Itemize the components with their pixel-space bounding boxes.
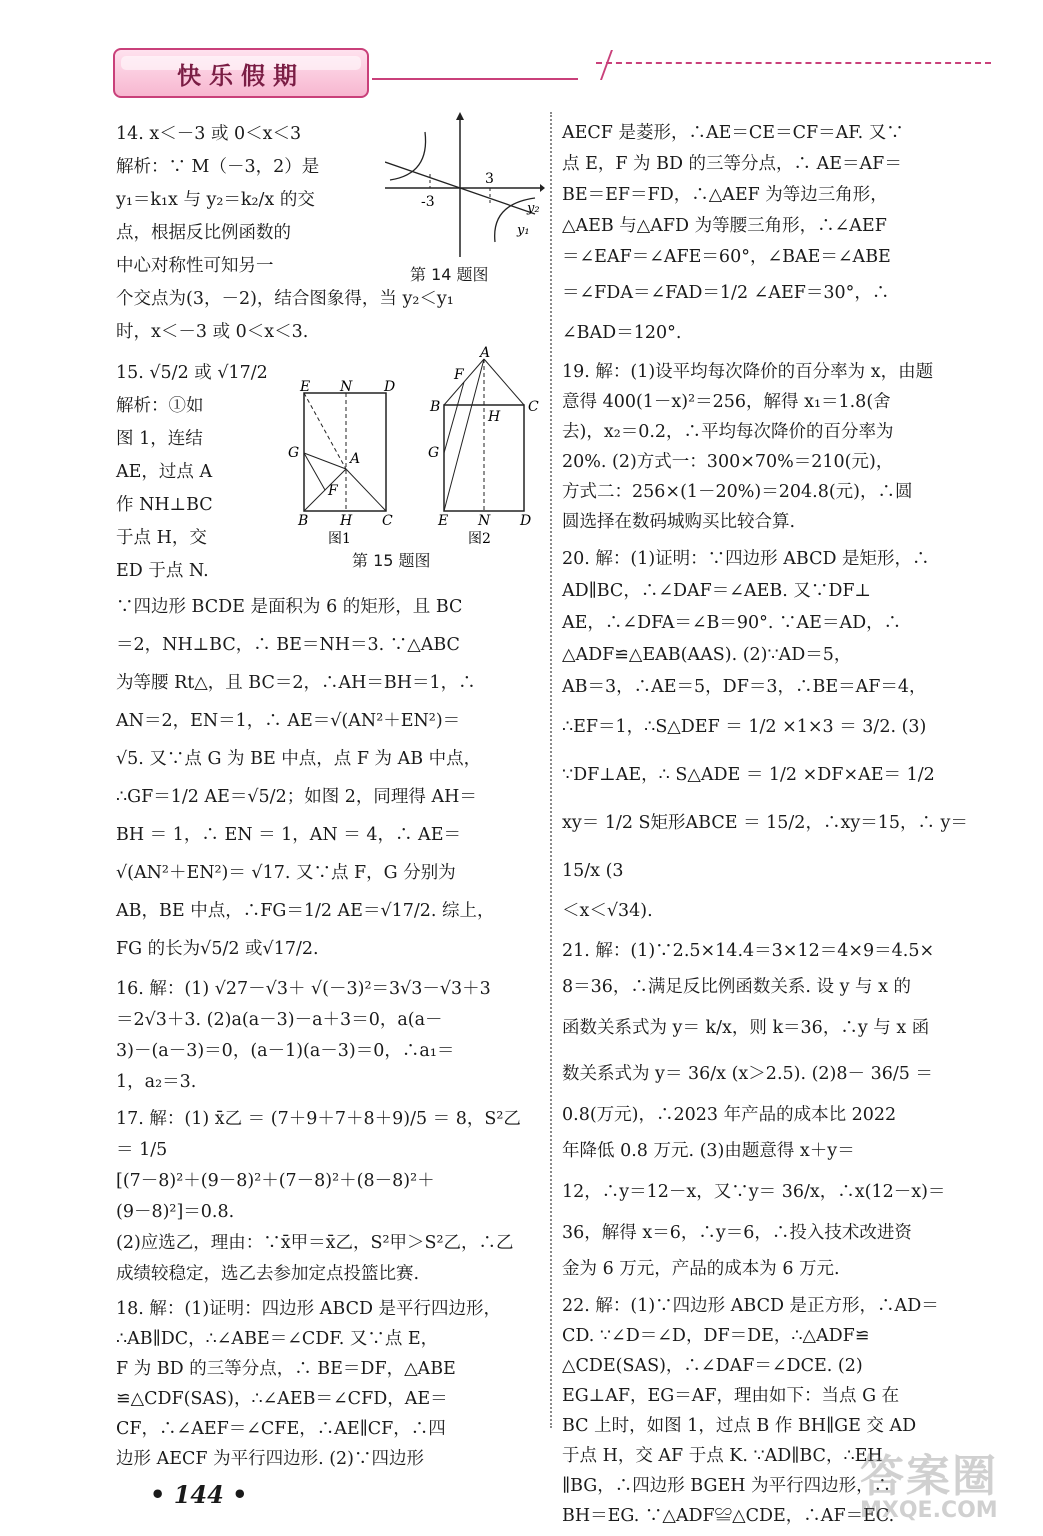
q22-line: EG⊥AF，EG＝AF，理由如下：当点 G 在 [562,1386,900,1406]
q21-line: 21. 解：(1)∵2.5×14.4＝3×12＝4×9＝4.5× [562,941,935,961]
q20-block [562,543,982,927]
q19-line: 方式二：256×(1－20%)＝204.8(元)，∴圆 [562,482,913,502]
fig15-label: H [340,513,353,529]
q18-line: ＝∠EAF＝∠AFE＝60°，∠BAE＝∠ABE [562,247,891,267]
q21-line: 12，∴y＝12－x，又∵y＝ 36/x，∴x(12－x)＝ [562,1182,946,1202]
q15-line: BH ＝ 1，∴ EN ＝ 1，AN ＝ 4，∴ AE＝ [116,825,461,845]
q17-line: 17. 解：(1) x̄乙 ＝ (7＋9＋7＋8＋9)/5 ＝ 8，S²乙 ＝ 1/5 [116,1109,521,1160]
header-rule [372,78,578,80]
q15-line: 作 NH⊥BC [116,495,213,515]
q19-line: 意得 400(1－x)²＝256，解得 x₁＝1.8(舍 [562,392,891,412]
right-column [562,118,982,1531]
q16-line: ＝2√3＋3. (2)a(a－3)－a＋3＝0，a(a－ [116,1010,443,1030]
q15-line: 解析：①如 [116,396,204,416]
q16-line: 3)－(a－3)＝0，(a－1)(a－3)＝0，∴a₁＝ [116,1041,455,1061]
q18-line: AECF 是菱形，∴AE＝CE＝CF＝AF. 又∵ [562,123,904,143]
q15-line: √5. 又∵点 G 为 BE 中点，点 F 为 AB 中点， [116,749,482,769]
fig15-label: A [350,451,361,467]
fig14-label: y₁ [517,223,530,238]
fig15-sub1: 图1 [328,531,351,545]
header-badge [113,48,369,98]
fig15-label: D [520,513,532,529]
q22-line: CD. ∵∠D＝∠D，DF＝DE，∴△ADF≌ [562,1326,870,1346]
q15-line: ED 于点 N. [116,561,209,581]
q15-line: AB，BE 中点，∴FG＝1/2 AE＝√17/2. 综上， [116,901,495,921]
q20-line: ∴EF＝1，∴S△DEF ＝ 1/2 ×1×3 ＝ 3/2. (3) [562,717,927,737]
page-number: • 144 • [150,1480,248,1509]
q16-line: 1，a₂＝3. [116,1072,197,1092]
q15-line: 于点 H，交 [116,528,207,548]
fig14-label: -3 [421,194,435,210]
q20-line: ∵DF⊥AE，∴ S△ADE ＝ 1/2 ×DF×AE＝ 1/2 [562,765,935,785]
fig15-sub2: 图2 [468,531,491,545]
q17-line: (9－8)²]＝0.8. [116,1202,235,1222]
q14-answer: 14. x＜－3 或 0＜x＜3 [116,124,302,144]
q14-analysis [116,151,366,283]
q18-continued [562,118,982,353]
q19-block [562,357,982,537]
q21-line: 0.8(万元)，∴2023 年产品的成本比 2022 [562,1105,897,1125]
watermark [860,1440,1030,1523]
q16-block [116,974,540,1098]
q20-line: 20. 解：(1)证明：∵四边形 ABCD 是矩形，∴ [562,549,930,569]
q14-line: 时，x＜－3 或 0＜x＜3. [116,322,309,342]
fig15-label: E [300,379,311,395]
q21-block [562,933,982,1287]
q15-line: 为等腰 Rt△，且 BC＝2，∴AH＝BH＝1，∴ [116,673,476,693]
q14-line: 点，根据反比例函数的 [116,223,291,243]
q21-line: 函数关系式为 y＝ k/x，则 k＝36，∴y 与 x 函 [562,1018,930,1038]
q22-line: ∥BG，∴四边形 BGEH 为平行四边形，∴ [562,1476,892,1496]
q17-line: [(7－8)²＋(9－8)²＋(7－8)²＋(8－8)²＋ [116,1171,435,1191]
figure-14 [385,112,545,266]
q21-line: 年降低 0.8 万元. (3)由题意得 x＋y＝ [562,1141,855,1161]
q22-line: BC 上时，如图 1，过点 B 作 BH∥GE 交 AD [562,1416,917,1436]
fig15-label: G [288,445,300,461]
q15-line: 图 1，连结 [116,429,203,449]
q18-line: ＝∠FDA＝∠FAD＝1/2 ∠AEF＝30°，∴ [562,283,890,303]
q15-line: FG 的长为√5/2 或√17/2. [116,939,319,959]
q18-line: 18. 解：(1)证明：四边形 ABCD 是平行四边形， [116,1299,502,1319]
q14-line: 中心对称性可知另一 [116,256,274,276]
q20-line: AD∥BC，∴∠DAF＝∠AEB. 又∵DF⊥ [562,581,871,601]
fig15-label: H [488,409,501,425]
q21-line: 数关系式为 y＝ 36/x (x＞2.5). (2)8－ 36/5 ＝ [562,1064,933,1084]
q15-line: ＝2，NH⊥BC，∴ BE＝NH＝3. ∵△ABC [116,635,460,655]
q15-analysis [116,588,540,968]
q21-line: 金为 6 万元，产品的成本为 6 万元. [562,1259,840,1279]
q18-line: △AEB 与△AFD 为等腰三角形，∴∠AEF [562,216,887,236]
fig14-label: y₂ [527,201,540,216]
q19-line: 19. 解：(1)设平均每次降价的百分率为 x，由题 [562,362,934,382]
header-slant [570,50,613,80]
q18-block [116,1294,540,1474]
q17-line: (2)应选乙，理由：∵x̄甲＝x̄乙，S²甲＞S²乙，∴乙 [116,1233,514,1253]
fig15-label: A [480,345,491,361]
fig15-label: B [298,513,309,529]
q20-line: xy＝ 1/2 S矩形ABCE ＝ 15/2，∴xy＝15，∴ y＝ 15/x (3 [562,813,968,881]
watermark-logo: 答案圈 [860,1451,998,1502]
q22-line: BH＝EG. ∵△ADF≌△CDE，∴AF＝EC. [562,1506,895,1526]
header-dashes [596,62,991,64]
q15-answer: 15. √5/2 或 √17/2 [116,363,268,383]
q18-line: 点 E，F 为 BD 的三等分点，∴ AE＝AF＝ [562,154,902,174]
q18-line: ∠BAD＝120°. [562,323,682,343]
q18-line: ≌△CDF(SAS)，∴∠AEB＝∠CFD，AE＝ [116,1389,448,1409]
figure-15 [282,345,552,549]
q16-line: 16. 解：(1) √27－√3＋ √(－3)²＝3√3－√3＋3 [116,979,491,999]
q20-line: AB＝3，∴AE＝5，DF＝3，∴BE＝AF＝4， [562,677,927,697]
fig15-caption: 第 15 题图 [352,551,431,570]
q14-line: y₁＝k₁x 与 y₂＝k₂/x 的交 [116,190,315,210]
q21-line: 36，解得 x＝6，∴y＝6，∴投入技术改进资 [562,1223,912,1243]
q20-line: ＜x＜√34). [562,901,653,921]
q17-line: 成绩较稳定，选乙去参加定点投篮比赛. [116,1264,420,1284]
fig14-caption: 第 14 题图 [410,265,489,284]
fig15-label: F [328,483,338,499]
watermark-url: MXQE.COM [860,1498,998,1523]
q21-line: 8＝36，∴满足反比例函数关系. 设 y 与 x 的 [562,977,912,997]
q18-line: F 为 BD 的三等分点，∴ BE＝DF，△ABE [116,1359,456,1379]
q15-line: √(AN²＋EN²)＝ √17. 又∵点 F，G 分别为 [116,863,456,883]
fig15-label: N [478,513,491,529]
q14-line: 个交点为(3，－2)，结合图象得，当 y₂＜y₁ [116,289,454,309]
q17-block [116,1104,540,1290]
fig15-label: N [340,379,353,395]
q22-line: △CDE(SAS)，∴∠DAF＝∠DCE. (2) [562,1356,863,1376]
q19-line: 圆选择在数码城购买比较合算. [562,512,796,532]
q18-line: CF，∴∠AEF＝∠CFE，∴AE∥CF，∴四 [116,1419,446,1439]
q19-line: 去)，x₂＝0.2，∴平均每次降价的百分率为 [562,422,894,442]
q14-line: 解析：∵ M（－3，2）是 [116,157,320,177]
fig15-label: E [438,513,449,529]
fig15-label: D [384,379,396,395]
fig14-label: 3 [485,171,494,187]
q22-line: 于点 H，交 AF 于点 K. ∵AD∥BC，∴EH [562,1446,883,1466]
left-column [116,118,540,1474]
q15-analysis-short [116,390,276,588]
q15-line: AE，过点 A [116,462,213,482]
q15-line: ∴GF＝1/2 AE＝√5/2；如图 2，同理得 AH＝ [116,787,477,807]
q20-line: △ADF≌△EAB(AAS). (2)∵AD＝5， [562,645,852,665]
q22-line: 22. 解：(1)∵四边形 ABCD 是正方形，∴AD＝ [562,1296,939,1316]
q18-line: 边形 AECF 为平行四边形. (2)∵四边形 [116,1449,424,1469]
column-divider [550,112,552,1428]
q20-line: AE，∴∠DFA＝∠B＝90°. ∵AE＝AD，∴ [562,613,902,633]
q15-line: ∵四边形 BCDE 是面积为 6 的矩形，且 BC [116,597,463,617]
fig15-label: C [382,513,393,529]
q18-line: BE＝EF＝FD，∴△AEF 为等边三角形， [562,185,888,205]
q15-line: AN＝2，EN＝1，∴ AE＝√(AN²＋EN²)＝ [116,711,461,731]
header-title: 快乐假期 [177,62,305,90]
fig15-label: B [430,399,441,415]
fig15-label: G [428,445,440,461]
q18-line: ∴AB∥DC，∴∠ABE＝∠CDF. 又∵点 E， [116,1329,439,1349]
q19-line: 20%. (2)方式一：300×70%＝210(元)， [562,452,894,472]
fig15-label: F [454,367,464,383]
fig15-label: C [528,399,539,415]
